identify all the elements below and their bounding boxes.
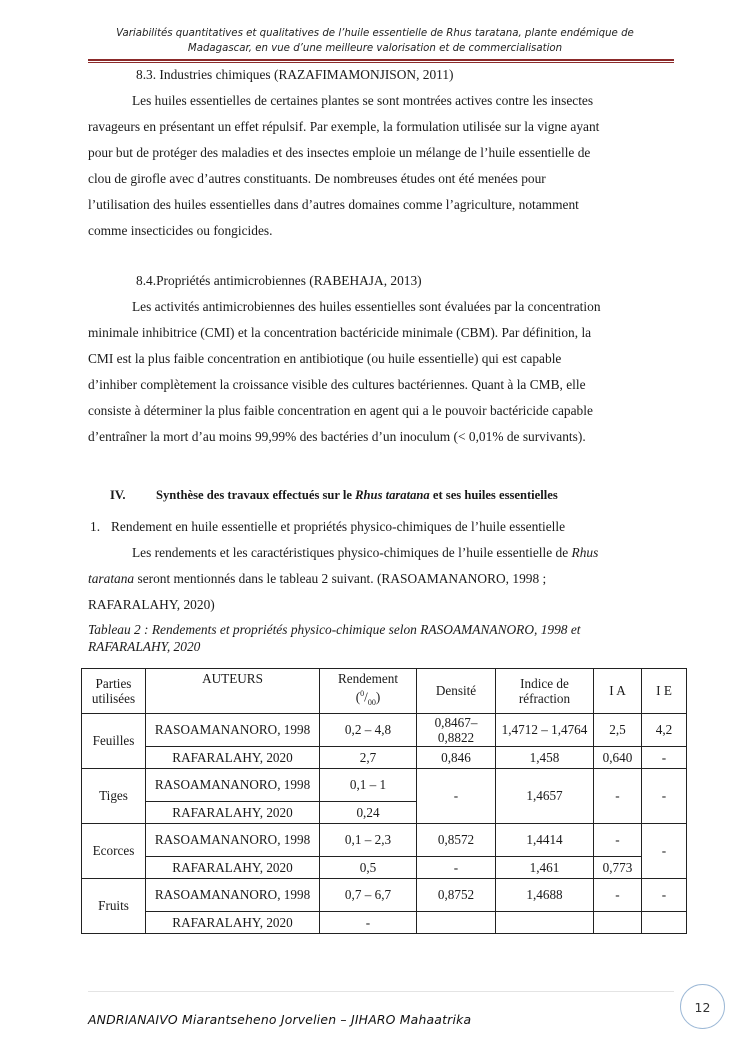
header-cell: Parties utilisées <box>82 669 146 714</box>
table-cell: RAFARALAHY, 2020 <box>146 857 320 879</box>
table-cell: 0,8572 <box>417 824 496 857</box>
para-line: comme insecticides ou fongicides. <box>88 223 273 238</box>
table-cell: RAFARALAHY, 2020 <box>146 912 320 934</box>
section-8-3-heading: 8.3. Industries chimiques (RAZAFIMAMONJISON, 2011) <box>136 67 454 82</box>
para-line: Les rendements et les caractéristiques physico-chimiques de l’huile essentielle de <box>132 545 572 560</box>
header-cell: Indice de réfraction <box>496 669 594 714</box>
table-cell: 0,1 – 2,3 <box>320 824 417 857</box>
table-cell: 1,4414 <box>496 824 594 857</box>
table-cell: RASOAMANANORO, 1998 <box>146 714 320 747</box>
para-line: RAFARALAHY, 2020) <box>88 597 215 612</box>
table-cell: 0,773 <box>594 857 642 879</box>
header-rule-thin <box>88 62 674 63</box>
subsection-title: Rendement en huile essentielle et propriétés physico-chimiques de l’huile essentielle <box>111 519 566 534</box>
table-cell: 0,2 – 4,8 <box>320 714 417 747</box>
yield-paragraph: Les rendements et les caractéristiques physico-chimiques de l’huile essentielle de Rhus taratana seront mentionnés dans le tableau 2 suivant. (RASOAMANANORO, 1998 ; RAFARALAHY, 2020) <box>88 540 673 618</box>
para-line: pour but de protéger des maladies et des insectes emploie un mélange de l’huile essentielle de <box>88 145 591 160</box>
table-cell: Feuilles <box>82 714 146 769</box>
subsection-number: 1. <box>90 519 101 534</box>
chapter-number: IV. <box>110 488 126 502</box>
para-line: ravageurs en présentant un effet répulsif. Par exemple, la formulation utilisée sur la vigne ayant <box>88 119 600 134</box>
para-line: l’utilisation des huiles essentielles dans d’autres domaines comme l’agriculture, notamment <box>88 197 579 212</box>
section-8-4-heading: 8.4.Propriétés antimicrobiennes (RABEHAJA, 2013) <box>136 273 422 288</box>
table-cell: 0,846 <box>417 747 496 769</box>
table-cell: - <box>320 912 417 934</box>
para-line: consiste à déterminer la plus faible concentration en agent qui a le pouvoir bactéricide capable <box>88 403 593 418</box>
table-row <box>82 824 687 857</box>
table-cell: 1,4657 <box>496 769 594 824</box>
table-cell: RASOAMANANORO, 1998 <box>146 879 320 912</box>
header-cell: Rendement $(^0/_{00})$ <box>320 669 417 714</box>
header-rule <box>88 59 674 61</box>
table-cell: 0,7 – 6,7 <box>320 879 417 912</box>
table-row <box>82 879 687 912</box>
table-cell: RAFARALAHY, 2020 <box>146 747 320 769</box>
para-line: clou de girofle avec d’autres constituants. De nombreuses études ont été menées pour <box>88 171 546 186</box>
table-cell: - <box>594 769 642 824</box>
table-cell: 1,4688 <box>496 879 594 912</box>
table-cell: Ecorces <box>82 824 146 879</box>
para-line: minimale inhibitrice (CMI) et la concentration bactéricide minimale (CBM). Par définition, la <box>88 325 592 340</box>
para-line: Les activités antimicrobiennes des huiles essentielles sont évaluées par la concentration <box>132 299 601 314</box>
footer-authors: ANDRIANAIVO Miarantseheno Jorvelien – JIHARO Mahaatrika <box>88 1012 472 1027</box>
table-header-row <box>82 669 687 714</box>
header-cell: AUTEURS <box>146 669 320 714</box>
para-line: d’inhiber complètement la croissance visible des cultures bactériennes. Quant à la CMB, elle <box>88 377 586 392</box>
header-line-1: Variabilités quantitatives et qualitatives de l’huile essentielle de Rhus taratana, plante endémique de <box>116 28 634 39</box>
para-line: d’entraîner la mort d’au moins 99,99% des bactéries d’un inoculum (< 0,01% de survivants). <box>88 429 586 444</box>
table-cell: RASOAMANANORO, 1998 <box>146 769 320 802</box>
table-cell <box>594 912 642 934</box>
table-cell: - <box>642 824 687 879</box>
table-row <box>82 747 687 769</box>
table-cell: 1,461 <box>496 857 594 879</box>
table-cell: 2,7 <box>320 747 417 769</box>
table-caption: Tableau 2 : Rendements et propriétés physico-chimique selon RASOAMANANORO, 1998 et RAFARALAHY, 2020 <box>88 622 581 654</box>
table-cell: Tiges <box>82 769 146 824</box>
table-cell: 0,5 <box>320 857 417 879</box>
table-cell: - <box>594 879 642 912</box>
table-cell: - <box>642 747 687 769</box>
section-8-4-paragraph <box>88 294 673 450</box>
running-header <box>95 27 655 56</box>
table-cell: Fruits <box>82 879 146 934</box>
table-cell: 1,458 <box>496 747 594 769</box>
table-cell: 0,1 – 1 <box>320 769 417 802</box>
header-cell: I E <box>642 669 687 714</box>
data-table <box>81 668 687 934</box>
table-cell: 4,2 <box>642 714 687 747</box>
para-line: CMI est la plus faible concentration en antibiotique (ou huile essentielle) qui est capable <box>88 351 562 366</box>
header-cell: Densité <box>417 669 496 714</box>
table-row <box>82 769 687 802</box>
table-row <box>82 857 687 879</box>
table-cell: 2,5 <box>594 714 642 747</box>
table-cell: - <box>642 879 687 912</box>
table-cell: RAFARALAHY, 2020 <box>146 802 320 824</box>
table-row <box>82 714 687 747</box>
header-cell: I A <box>594 669 642 714</box>
table-cell: - <box>642 769 687 824</box>
section-8-3-paragraph <box>88 88 673 244</box>
para-line: seront mentionnés dans le tableau 2 suivant. (RASOAMANANORO, 1998 ; <box>134 571 547 586</box>
table-cell: 0,24 <box>320 802 417 824</box>
chapter-title: Synthèse des travaux effectués sur le Rhus taratana et ses huiles essentielles <box>156 488 558 502</box>
table-cell: 0,8752 <box>417 879 496 912</box>
table-cell: - <box>417 769 496 824</box>
table-cell <box>496 912 594 934</box>
table-row <box>82 912 687 934</box>
table-cell: - <box>594 824 642 857</box>
table-cell: 0,640 <box>594 747 642 769</box>
footer-rule <box>88 991 674 992</box>
header-line-2: Madagascar, en vue d’une meilleure valorisation et de commercialisation <box>187 42 563 54</box>
table-cell: RASOAMANANORO, 1998 <box>146 824 320 857</box>
table-cell: - <box>417 857 496 879</box>
page-number: 12 <box>680 984 725 1029</box>
table-cell <box>642 912 687 934</box>
table-cell: 1,4712 – 1,4764 <box>496 714 594 747</box>
para-line: Les huiles essentielles de certaines plantes se sont montrées actives contre les insectes <box>132 93 594 108</box>
table-cell: 0,8467–0,8822 <box>417 714 496 747</box>
table-cell <box>417 912 496 934</box>
